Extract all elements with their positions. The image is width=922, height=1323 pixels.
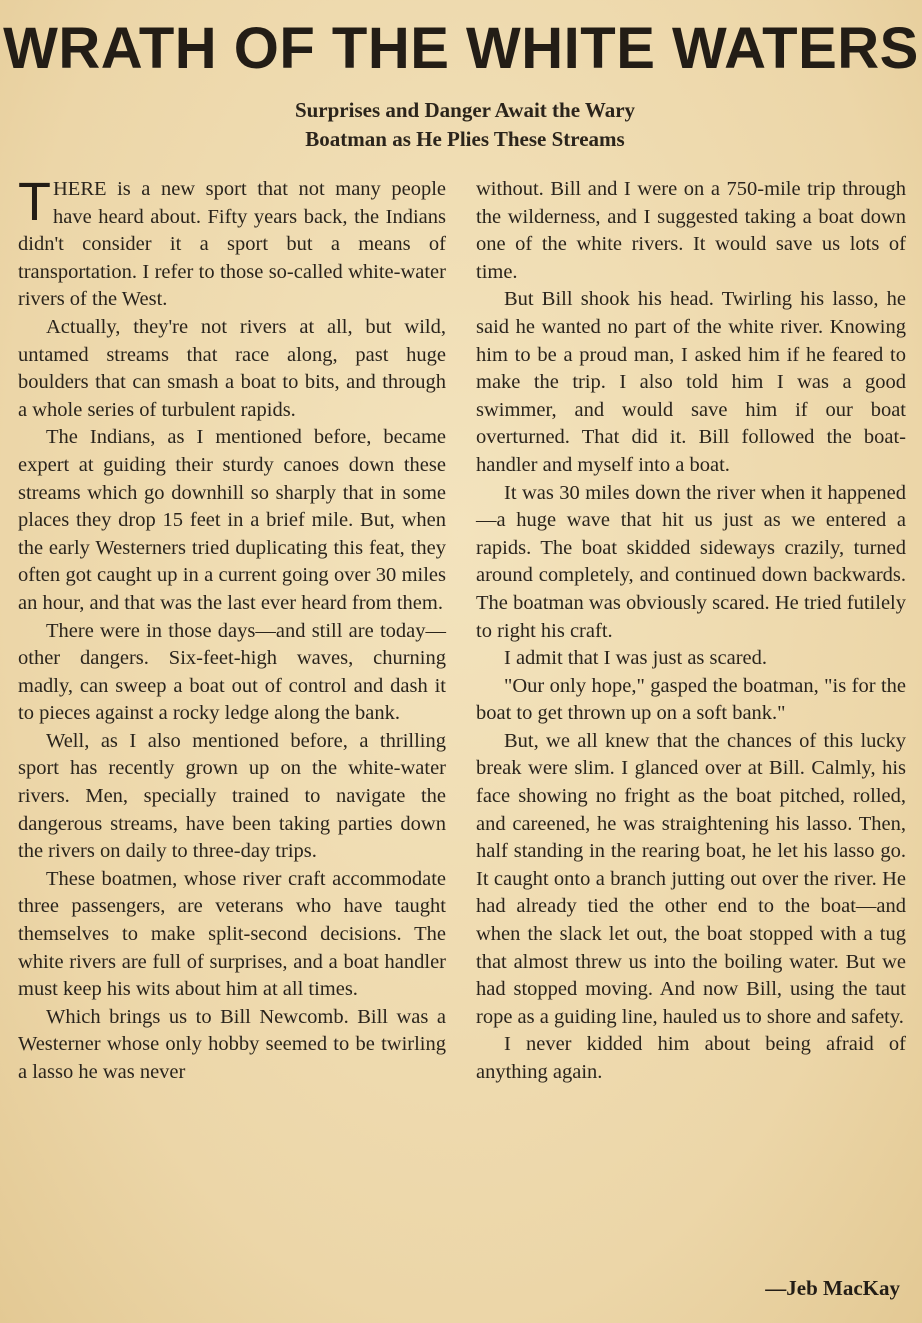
paragraph: It was 30 miles down the river when it happened—a huge wave that hit us just as we entered a rapids. The boat skidded sideways crazily, turned around completely, and continued down backwards. The boatman was obviously scared. He tried futilely to right his craft. — [476, 481, 906, 642]
paragraph — [18, 172, 446, 314]
paragraph: "Our only hope," gasped the boatman, "is for the boat to get thrown up on a soft bank." — [476, 674, 906, 725]
paragraph: Actually, they're not rivers at all, but wild, untamed streams that race along, past huge boulders that can smash a boat to bits, and through a whole series of turbulent rapids. — [18, 315, 446, 421]
paragraph: These boatmen, whose river craft accommodate three passengers, are veterans who have taught themselves to make split-second decisions. The white rivers are full of surprises, and a boat handler must keep his wits about him at all times. — [18, 867, 446, 1001]
author-signature: —Jeb MacKay — [765, 1276, 900, 1300]
right-column — [476, 176, 906, 1087]
paragraph-text: HERE is a new sport that not many people have heard about. Fifty years back, the Indians didn't consider it a sport but a means of transportation. I refer to those so-called white-water rivers of the West. — [18, 178, 446, 311]
paragraph: without. Bill and I were on a 750-mile trip through the wilderness, and I suggested taking a boat down one of the white rivers. It would save us lots of time. — [476, 178, 906, 283]
paragraph: But Bill shook his head. Twirling his lasso, he said he wanted no part of the white river. Knowing him to be a proud man, I asked him if he feared to make the trip. I also told him I was a good swimmer, and would save him if our boat overturned. That did it. Bill followed the boat-handler and myself into a boat. — [476, 288, 906, 476]
left-column — [18, 172, 446, 1087]
paragraph: I never kidded him about being afraid of anything again. — [476, 1033, 906, 1083]
subtitle-line-1: Surprises and Danger Await the Wary — [294, 98, 636, 122]
article-subtitle — [0, 96, 922, 154]
paragraph: The Indians, as I mentioned before, became expert at guiding their sturdy canoes down these streams which go downhill so sharply that in some places they drop 15 feet in a brief mile. But, when the early Westerners tried duplicating this feat, they often got caught up in a current going over 30 miles an hour, and that was the last ever heard from them. — [18, 426, 446, 614]
paragraph: Which brings us to Bill Newcomb. Bill was a Westerner whose only hobby seemed to be twirling a lasso he was never — [18, 1005, 446, 1083]
article-title: WRATH OF THE WHITE WATERS — [3, 16, 919, 81]
paragraph: I admit that I was just as scared. — [504, 647, 768, 670]
paragraph: Well, as I also mentioned before, a thrilling sport has recently grown up on the white-water rivers. Men, specially trained to navigate the dangerous streams, have been taking parties down the rivers on daily to three-day trips. — [18, 729, 446, 863]
paragraph: But, we all knew that the chances of this lucky break were slim. I glanced over at Bill. Calmly, his face showing no fright as the boat pitched, rolled, and careened, he was straightening his lasso. Then, half standing in the rearing boat, he let his lasso go. It caught onto a branch jutting out over the river. He had already tied the other end to the boat—and when the slack let out, the boat stopped with a tug that almost threw us into the boiling water. But we had stopped moving. And now Bill, using the taut rope as a guiding line, hauled us to shore and safety. — [476, 729, 906, 1028]
drop-cap: T — [18, 172, 51, 232]
subtitle-line-2: Boatman as He Plies These Streams — [305, 127, 625, 151]
paragraph: There were in those days—and still are today—other dangers. Six-feet-high waves, churning madly, can sweep a boat out of control and dash it to pieces against a rocky ledge along the bank. — [18, 619, 446, 725]
